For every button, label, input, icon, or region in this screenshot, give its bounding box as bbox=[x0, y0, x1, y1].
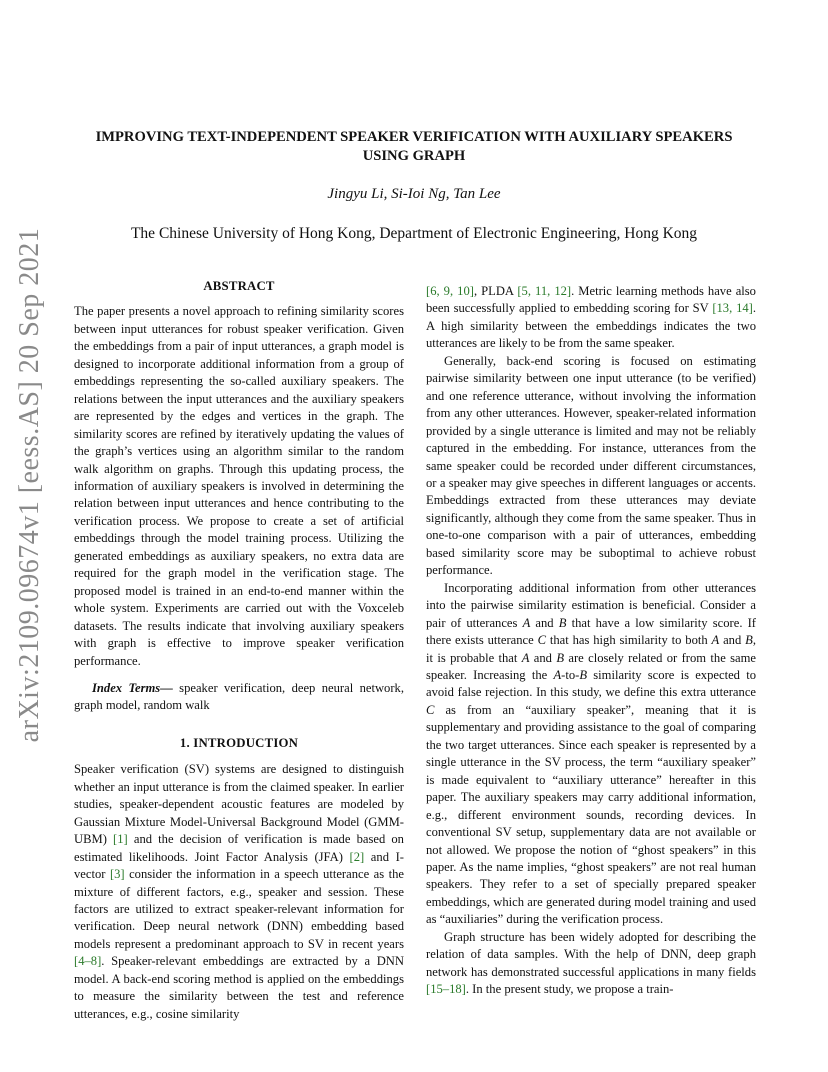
index-terms-label: Index Terms— bbox=[92, 680, 173, 695]
citation-link[interactable]: [6, 9, 10] bbox=[426, 284, 474, 298]
intro-paragraph-2: Generally, back-end scoring is focused on estimating pairwise similarity between one input utterance (to be verified) and one reference utterance, without involving the information from any other utterances. However, speaker-related information provided by a single utterance is limited and may not be reliably captured in the embedding. For instance, utterances from the same speaker could be recorded under different circumstances, or a speaker may give speeches in different languages or accents. Embeddings extracted from these utterances may deviate significantly, although they come from the same speaker. Thus in one-to-one comparison with a pair of utterances, embedding based similarity score may be suboptimal to achieve robust performance. bbox=[426, 353, 756, 578]
abstract-heading: ABSTRACT bbox=[203, 279, 275, 293]
right-column bbox=[426, 283, 756, 999]
intro-paragraph-1-continued: [6, 9, 10], PLDA [5, 11, 12]. Metric learning methods have also been successfully applied to embedding scoring for SV [13, 14]. A high similarity between the embeddings indicates the two utterances are likely to be from the same speaker. bbox=[426, 284, 757, 351]
citation-link[interactable]: [13, 14] bbox=[712, 301, 753, 316]
intro-paragraph-1: Speaker verification (SV) systems are designed to distinguish whether an input utterance is from the claimed speaker. In earlier studies, speaker-dependent acoustic features are modeled by Gaussian Mixture Model-Universal Background Model (GMM-UBM) [1] and the decision of verification is made based on estimated likelihoods. Joint Factor Analysis (JFA) [2] and I-vector [3] consider the information in a speech utterance as the mixture of different factors, e.g., speaker and session. These factors are utilized to extract speaker-relevant information for verification. Deep neural network (DNN) embedding based models represent a predominant approach to SV in recent years [4–8]. Speaker-relevant embeddings are extracted by a DNN model. A back-end scoring method is applied on the embeddings to measure the similarity between the test and reference utterances, e.g., cosine similarity bbox=[74, 762, 404, 1021]
citation-link[interactable]: [5, 11, 12] bbox=[517, 284, 572, 298]
index-terms-text: speaker verification, deep neural network, graph model, random walk bbox=[74, 680, 404, 713]
intro-paragraph-4: Graph structure has been widely adopted for describing the relation of data samples. With the help of DNN, deep graph network has demonstrated successful applications in many fields [15–18]. In the present study, we propose a train- bbox=[426, 929, 756, 997]
paper-authors: Jingyu Li, Si-Ioi Ng, Tan Lee bbox=[327, 186, 501, 202]
left-column bbox=[74, 278, 404, 1023]
citation-link[interactable]: [2] bbox=[349, 849, 365, 864]
index-terms bbox=[74, 680, 404, 715]
arxiv-identifier-stamp: arXiv:2109.09674v1 [eess.AS] 20 Sep 2021 bbox=[14, 227, 45, 743]
abstract-text: The paper presents a novel approach to refining similarity scores between input utterances for robust speaker verification. Given the embeddings from a pair of input utterances, a graph model is designed to incorporate additional information from a group of embeddings representing the so-called auxiliary speakers. The relations between the input utterances and the auxiliary speakers are represented by the edges and vertices in the graph. The similarity scores are refined by iteratively updating the values of the graph’s vertices using an algorithm similar to the random walk algorithm on graphs. Through this updating process, the information of auxiliary speakers is involved in determining the relation between input utterances and hence contributing to the verification process. We propose to create a set of artificial embeddings through the model training process. Utilizing the generated embeddings as auxiliary speakers, no extra data are required for the graph model in the verification stage. The proposed model is trained in an end-to-end manner within the whole system. Experiments are carried out with the Voxceleb datasets. The results indicate that involving auxiliary speakers with graph is effective to improve speaker verification performance. bbox=[74, 304, 404, 668]
intro-paragraph-3: Incorporating additional information from other utterances into the pairwise similarity estimation is beneficial. Consider a pair of utterances A and B that have a low similarity score. If there exists utterance C that has high similarity to both A and B, it is probable that A and B are closely related or from the same speaker. Increasing the A-to-B similarity score is expected to avoid false rejection. In this study, we define this extra utterance C as from an “auxiliary speaker”, meaning that it is supplementary and providing assistance to the goal of comparing the two target utterances. Since each speaker is represented by a single utterance in the SV process, the term “auxiliary speaker” is made equivalent to “auxiliary utterance” hereafter in this paper. The auxiliary speakers may carry additional information, e.g., different environment sounds, recording devices. In conventional SV setup, supplementary data are not available or not allowed. We propose the notion of “ghost speakers” in this paper. As the name implies, “ghost speakers” are not real human speakers. They refer to a set of specially prepared speaker embeddings, which are generated during model training and used as “auxiliaries” during the verification process. bbox=[426, 580, 757, 927]
citation-link[interactable]: [3] bbox=[109, 867, 125, 882]
citation-link[interactable]: [1] bbox=[113, 832, 128, 847]
paper-title: IMPROVING TEXT-INDEPENDENT SPEAKER VERIFICATION WITH AUXILIARY SPEAKERS USING GRAPH bbox=[95, 129, 733, 164]
introduction-heading: 1. INTRODUCTION bbox=[179, 735, 299, 750]
citation-link[interactable]: [15–18] bbox=[426, 982, 466, 997]
paper-affiliation: The Chinese University of Hong Kong, Department of Electronic Engineering, Hong Kong bbox=[130, 225, 698, 242]
citation-link[interactable]: [4–8] bbox=[74, 954, 102, 969]
